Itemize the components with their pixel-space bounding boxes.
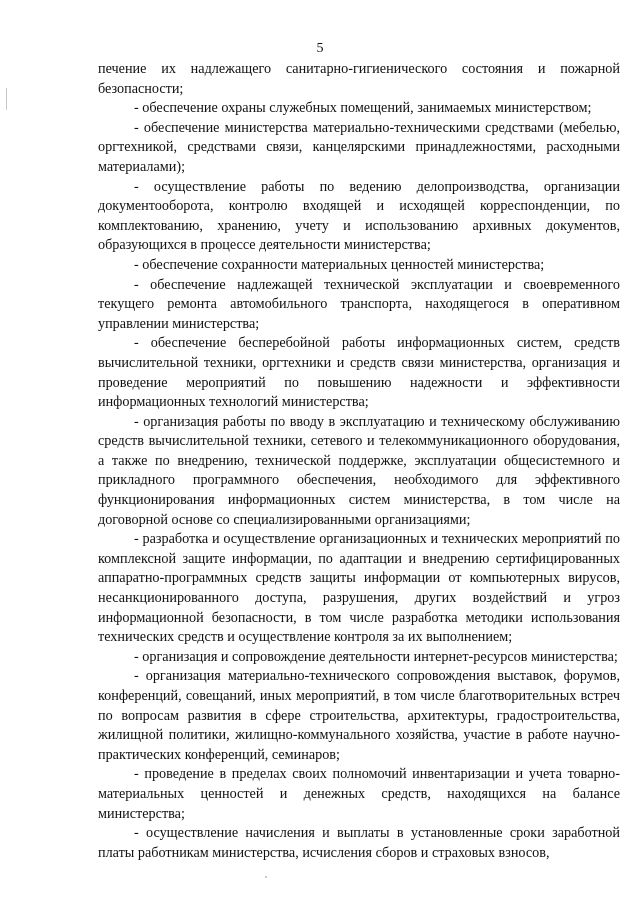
paragraph: - обеспечение бесперебойной работы информационных систем, средств вычислительной техники, оргтехники и средств связи министерства, организация и проведение мероприятий по повышению надежности и эффективности информационных технологий министерства;: [98, 335, 620, 411]
paragraph: - осуществление работы по ведению делопроизводства, организации документооборота, контролю входящей и исходящей корреспонденции, по комплектованию, хранению, учету и использованию архивных документов, образующихся в процессе деятельности министерства;: [98, 178, 620, 254]
paragraph: - проведение в пределах своих полномочий инвентаризации и учета товарно-материальных ценностей и денежных средств, находящихся на балансе министерства;: [98, 766, 620, 822]
scan-margin-mark: [6, 88, 7, 110]
paragraph: - разработка и осуществление организационных и технических мероприятий по комплексной защите информации, по адаптации и внедрению сертифицированных аппаратно-программных средств защиты информации от компьютерных вирусов, несанкционированного доступа, разрушения, других воздействий и угроз информационной безопасности, в том числе разработка методики использования технических средств и осуществление контроля за их выполнением;: [98, 531, 620, 646]
paragraph: - осуществление начисления и выплаты в установленные сроки заработной платы работникам министерства, исчисления сборов и страховых взносов,: [98, 825, 620, 861]
paragraph: - обеспечение министерства материально-техническими средствами (мебелью, оргтехникой, средствами связи, канцелярскими принадлежностями, расходными материалами);: [98, 119, 620, 175]
paragraph: - организация материально-технического сопровождения выставок, форумов, конференций, совещаний, иных мероприятий, в том числе благотворительных встреч по вопросам развития в сфере строительства, архитектуры, градостроительства, жилищной политики, жилищно-коммунального хозяйства, участие в работе научно-практических конференций, семинаров;: [98, 668, 620, 763]
paragraph: - организация и сопровождение деятельности интернет-ресурсов министерства;: [134, 648, 618, 665]
paragraph: - обеспечение надлежащей технической эксплуатации и своевременного текущего ремонта автомобильного транспорта, находящегося в оперативном управлении министерства;: [98, 276, 620, 332]
body-text: [98, 60, 620, 863]
scan-speck: [265, 876, 267, 878]
paragraph: - обеспечение охраны служебных помещений, занимаемых министерством;: [134, 100, 592, 117]
paragraph: - организация работы по вводу в эксплуатацию и техническому обслуживанию средств вычислительной техники, сетевого и телекоммуникационного оборудования, а также по внедрению, технической поддержке, эксплуатации общесистемного и прикладного программного обеспечения, необходимого для эффективного функционирования информационных систем министерства, в том числе на договорной основе со специализированными организациями;: [98, 413, 620, 528]
page-number: 5: [316, 41, 324, 56]
paragraph: - обеспечение сохранности материальных ценностей министерства;: [134, 256, 545, 273]
paragraph: печение их надлежащего санитарно-гигиенического состояния и пожарной безопасности;: [98, 61, 620, 97]
